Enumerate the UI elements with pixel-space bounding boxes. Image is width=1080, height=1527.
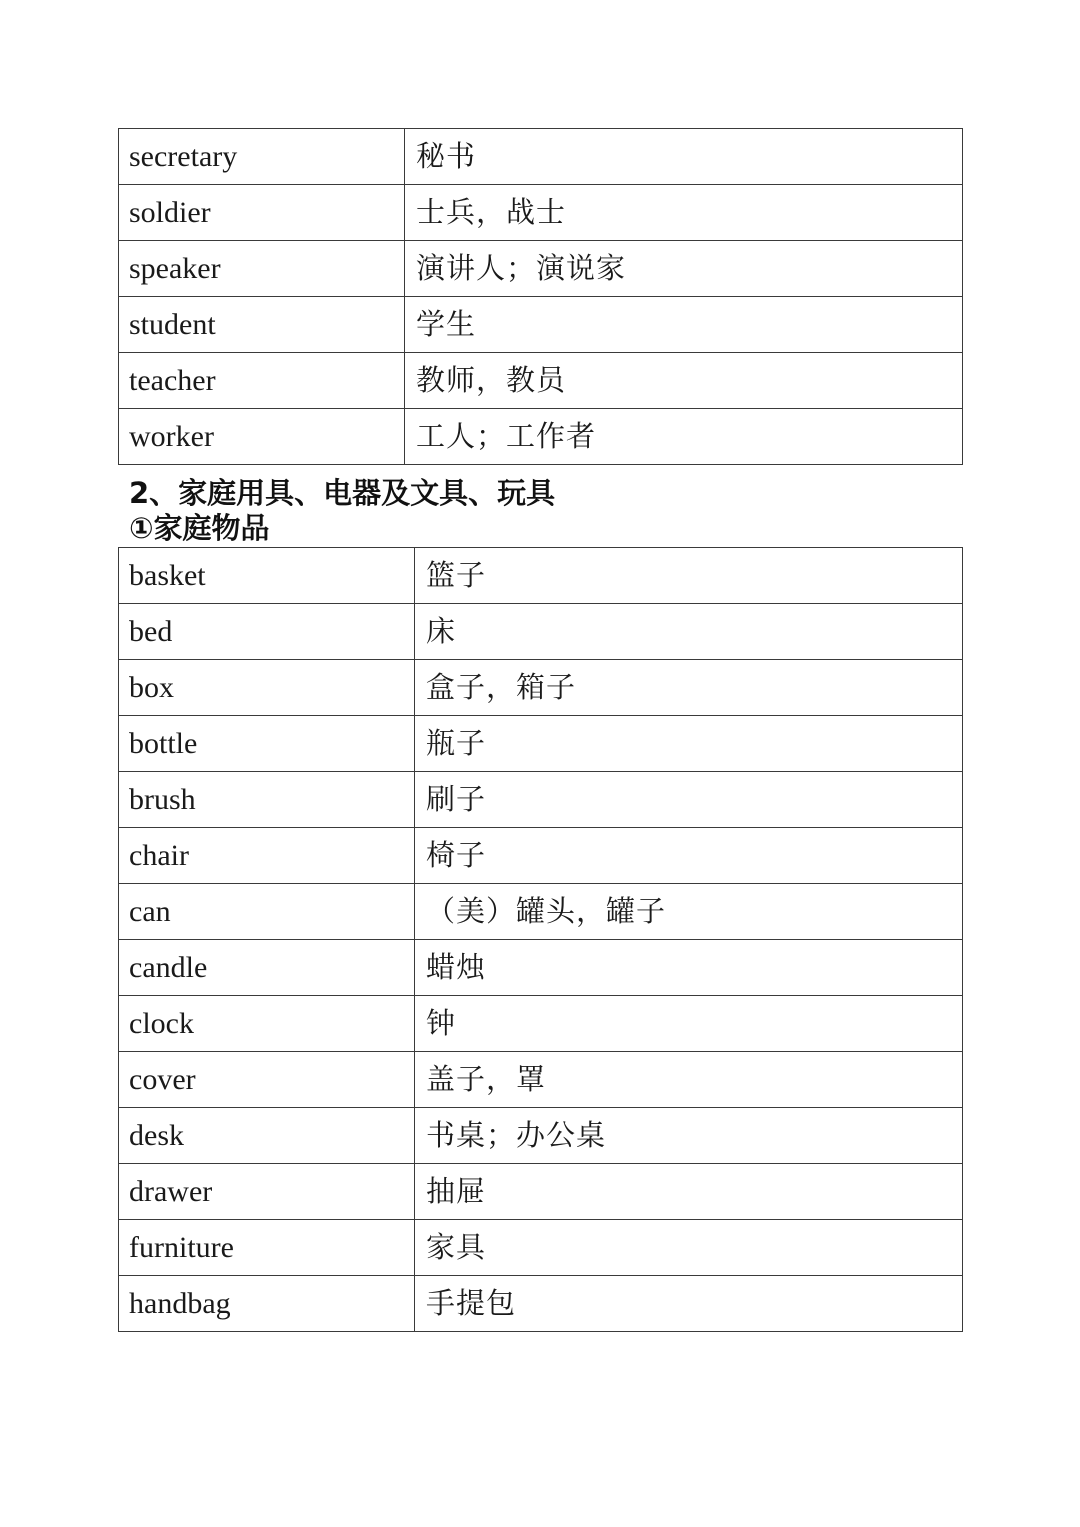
chinese-meaning: 蜡烛 (415, 940, 963, 996)
table-row (119, 241, 963, 297)
table-row (119, 772, 963, 828)
chinese-meaning: 家具 (415, 1220, 963, 1276)
english-word: candle (119, 940, 415, 996)
table-row (119, 185, 963, 241)
table-row (119, 884, 963, 940)
table-row (119, 716, 963, 772)
table-row (119, 996, 963, 1052)
english-word: teacher (119, 353, 405, 409)
english-word: clock (119, 996, 415, 1052)
vocabulary-table-household-items (118, 547, 963, 1332)
chinese-meaning: 瓶子 (415, 716, 963, 772)
chinese-meaning: 抽屉 (415, 1164, 963, 1220)
subsection-heading: ①家庭物品 (129, 511, 270, 545)
english-word: secretary (119, 129, 405, 185)
english-word: bed (119, 604, 415, 660)
table-row (119, 1052, 963, 1108)
english-word: brush (119, 772, 415, 828)
chinese-meaning: 盒子，箱子 (415, 660, 963, 716)
chinese-meaning: （美）罐头，罐子 (415, 884, 963, 940)
chinese-meaning: 椅子 (415, 828, 963, 884)
table-row (119, 1164, 963, 1220)
english-word: box (119, 660, 415, 716)
english-word: furniture (119, 1220, 415, 1276)
english-word: soldier (119, 185, 405, 241)
table-row (119, 1276, 963, 1332)
table-row (119, 940, 963, 996)
english-word: handbag (119, 1276, 415, 1332)
chinese-meaning: 教师，教员 (405, 353, 963, 409)
table-row (119, 604, 963, 660)
table-row (119, 828, 963, 884)
chinese-meaning: 床 (415, 604, 963, 660)
english-word: basket (119, 548, 415, 604)
table-row (119, 1220, 963, 1276)
chinese-meaning: 篮子 (415, 548, 963, 604)
english-word: can (119, 884, 415, 940)
table-row (119, 353, 963, 409)
chinese-meaning: 士兵，战士 (405, 185, 963, 241)
english-word: cover (119, 1052, 415, 1108)
english-word: chair (119, 828, 415, 884)
chinese-meaning: 书桌；办公桌 (415, 1108, 963, 1164)
chinese-meaning: 演讲人；演说家 (405, 241, 963, 297)
table-row (119, 660, 963, 716)
table-row (119, 1108, 963, 1164)
table-row (119, 409, 963, 465)
english-word: desk (119, 1108, 415, 1164)
chinese-meaning: 秘书 (405, 129, 963, 185)
english-word: bottle (119, 716, 415, 772)
english-word: speaker (119, 241, 405, 297)
english-word: drawer (119, 1164, 415, 1220)
chinese-meaning: 钟 (415, 996, 963, 1052)
table-row (119, 129, 963, 185)
chinese-meaning: 手提包 (415, 1276, 963, 1332)
english-word: student (119, 297, 405, 353)
section-heading: 2、家庭用具、电器及文具、玩具 (129, 476, 556, 510)
vocabulary-table-occupations (118, 128, 963, 465)
table-row (119, 548, 963, 604)
chinese-meaning: 刷子 (415, 772, 963, 828)
table-row (119, 297, 963, 353)
chinese-meaning: 盖子，罩 (415, 1052, 963, 1108)
english-word: worker (119, 409, 405, 465)
chinese-meaning: 工人；工作者 (405, 409, 963, 465)
chinese-meaning: 学生 (405, 297, 963, 353)
